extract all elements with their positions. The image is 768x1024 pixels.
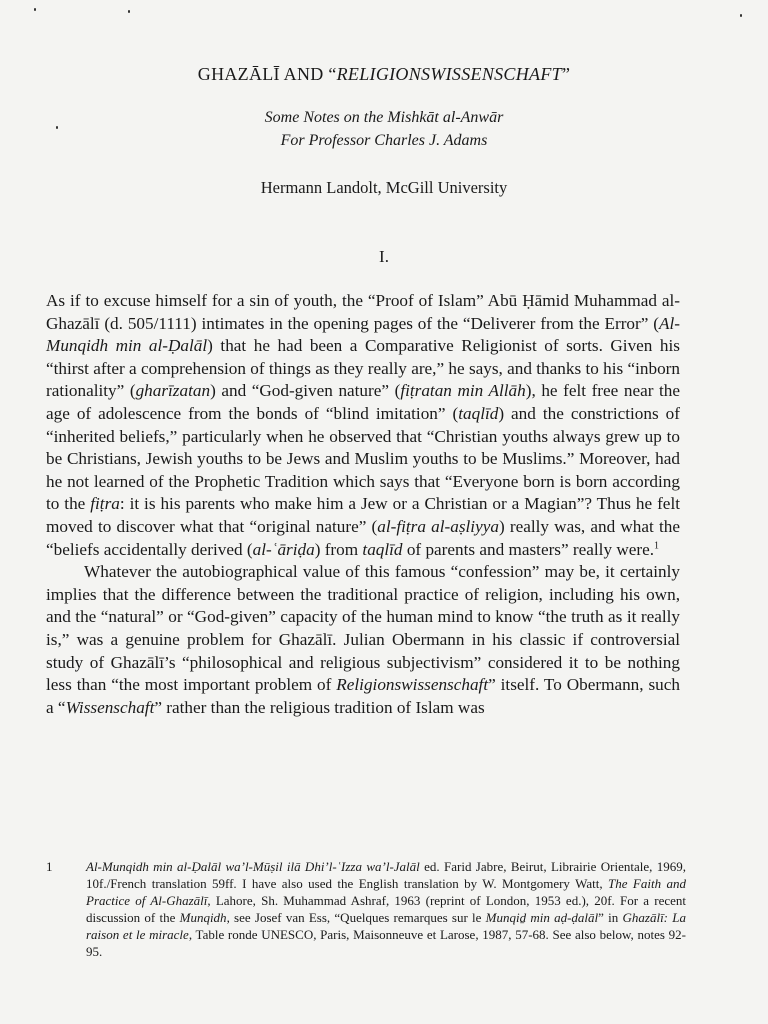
text-run: ) really was, and what the “beliefs accidentally derived ( bbox=[46, 516, 680, 559]
text-run: As if to excuse himself for a sin of youth, the “Proof of Islam” Abū Ḥāmid Muhammad al-Ghazālī (d. 505/1111) intimates in the opening pages of the “Deliverer from the Error” ( bbox=[46, 291, 680, 333]
text-run: ) and “God-given nature” ( bbox=[210, 381, 401, 401]
text-run: , see Josef van Ess, “Quelques remarques sur le bbox=[226, 910, 486, 925]
subtitle-line-1: Some Notes on the Mishkāt al-Anwār bbox=[264, 109, 504, 126]
title-text: GHAZĀLĪ AND “ bbox=[197, 64, 337, 84]
scan-speck bbox=[128, 10, 130, 13]
italic-term: Wissenschaft bbox=[65, 697, 155, 717]
footnote-number: 1 bbox=[46, 859, 53, 874]
text-run: ” itself. To Obermann, such a “ bbox=[46, 675, 680, 717]
text-run: ) and the constrictions of “inherited beliefs,” particularly when he observed that “Christian youths always grew up to be Christians, Jewish youths to be Jews and Muslim youths to be Muslims.” Moreover, had he not learned of the Prophetic Tradition which says that “Everyone born is born according to the bbox=[46, 403, 680, 514]
italic-term: taqlīd bbox=[458, 403, 499, 423]
text-run: Whatever the autobiographical value of this famous “confession” may be, it certainly implies that the difference between the traditional practice of religion, including his own, and the “natural” or “God-given” capacity of the human mind to know “the truth as it really is,” was a genuine problem for Ghazālī. Julian Obermann in his classic if controversial study of Ghazālī’s “philosophical and religious subjectivism” considered it to be nothing less than “the most important problem of bbox=[46, 562, 680, 695]
italic-term: Religionswissenschaft bbox=[336, 675, 489, 695]
italic-term: Al-Munqidh min al-Ḍalāl wa’l-Mūṣil ilā Dhi’l-ʿIzza wa’l-Jalāl bbox=[86, 859, 420, 874]
article-title bbox=[0, 64, 768, 85]
italic-term: The Faith and Practice of Al-Ghazālī bbox=[86, 876, 686, 908]
italic-term: fiṭra bbox=[90, 494, 120, 514]
title-closing-quote: ” bbox=[561, 64, 571, 84]
paragraph-2 bbox=[46, 561, 680, 719]
text-run: ), he felt free near the age of adolescence from the bonds of “blind imitation” ( bbox=[46, 381, 680, 423]
text-run: ” in bbox=[598, 910, 623, 925]
italic-term: al-fiṭra al-aṣliyya bbox=[377, 516, 499, 536]
text-run: : it is his parents who make him a Jew or a Christian or a Magian”? Thus he felt moved to discover what that “original nature” ( bbox=[46, 494, 680, 536]
italic-term: fiṭratan min Allāh bbox=[400, 381, 526, 401]
body-text bbox=[46, 290, 680, 719]
paragraph-1 bbox=[46, 290, 680, 561]
text-run: , Lahore, Sh. Muhammad Ashraf, 1963 (reprint of London, 1953 ed.), 20f. For a recent discussion of the bbox=[86, 893, 686, 925]
italic-term: al-ʿāriḍa bbox=[252, 539, 315, 559]
subtitle-line-2: For Professor Charles J. Adams bbox=[280, 132, 488, 149]
italic-term: taqlīd bbox=[362, 539, 403, 559]
footnote-marker: 1 bbox=[654, 539, 660, 551]
italic-term: Munqiḏ min aḍ-ḍalāl bbox=[485, 910, 599, 925]
italic-term: Munqidh bbox=[179, 910, 227, 925]
text-run: ed. Farid Jabre, Beirut, Librairie Orientale, 1969, 10f./French translation 59ff. I have also used the English translation by W. Montgomery Watt, bbox=[86, 859, 686, 891]
scan-speck bbox=[34, 8, 36, 11]
title-italic: RELIGIONSWISSENSCHAFT bbox=[336, 64, 562, 84]
italic-term: Al-Munqidh min al-Ḍalāl bbox=[46, 313, 680, 356]
text-run: ” rather than the religious tradition of Islam was bbox=[154, 697, 485, 717]
text-run: ) that he had been a Comparative Religionist of sorts. Given his “thirst after a comprehension of things as they really are,” he says, and thanks to his “inborn rationality” ( bbox=[46, 336, 680, 401]
text-run: of parents and masters” really were. bbox=[402, 539, 655, 559]
footnote bbox=[46, 858, 686, 960]
italic-term: gharīzatan bbox=[135, 381, 211, 401]
author-affiliation: Hermann Landolt, McGill University bbox=[260, 178, 508, 197]
scan-speck bbox=[740, 14, 742, 17]
text-run: , Table ronde UNESCO, Paris, Maisonneuve et Larose, 1987, 57-68. See also below, notes 92-95. bbox=[86, 927, 686, 959]
section-heading: I. bbox=[379, 247, 389, 266]
footnote-text bbox=[86, 858, 686, 960]
italic-term: Ghazālī: La raison et le miracle bbox=[86, 910, 686, 942]
text-run: ) from bbox=[314, 539, 363, 559]
